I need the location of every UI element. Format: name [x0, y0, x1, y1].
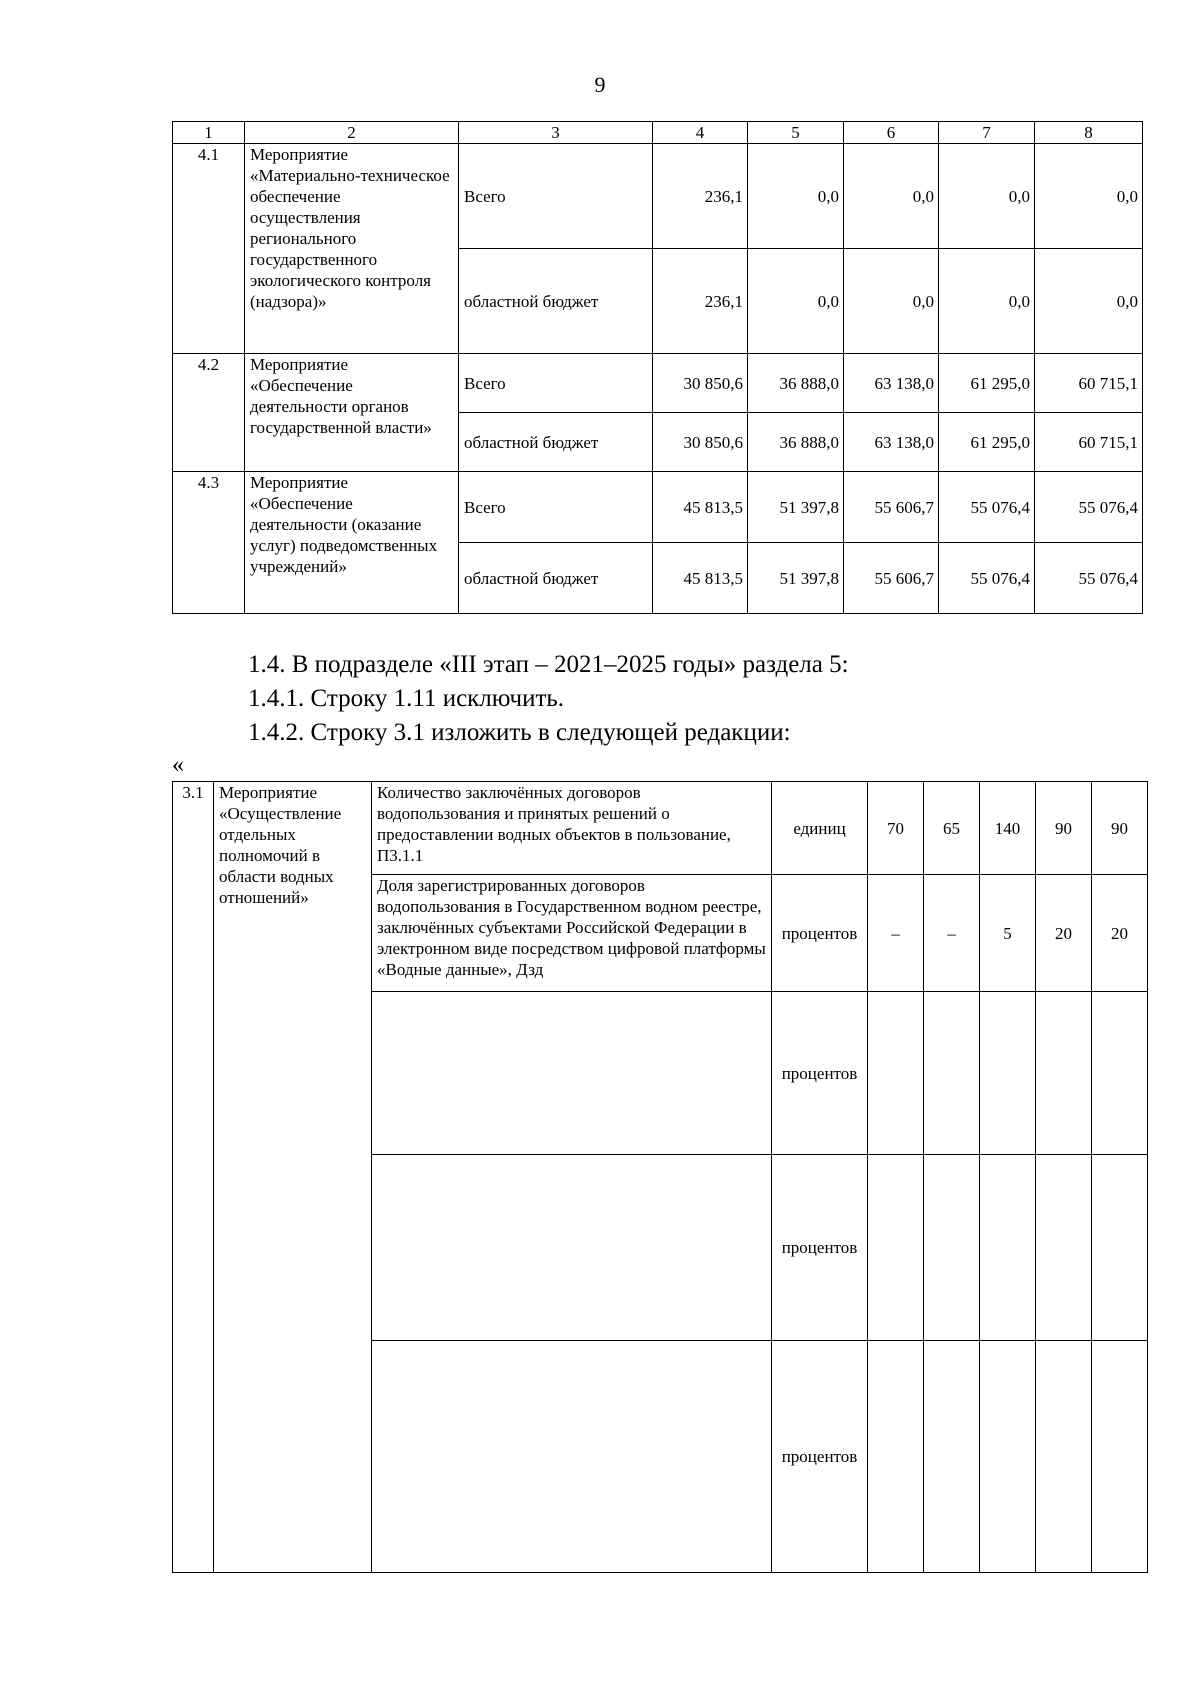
- row-number: 4.1: [173, 144, 245, 354]
- header-cell: 2: [245, 122, 459, 144]
- value-cell: 36 888,0: [748, 413, 844, 472]
- value-cell: 0,0: [748, 249, 844, 354]
- table-row: [173, 144, 1143, 249]
- unit-cell: процентов: [772, 992, 868, 1155]
- value-cell: 0,0: [844, 249, 939, 354]
- value-cell: 90: [1092, 782, 1148, 875]
- open-quote: «: [172, 752, 184, 778]
- value-cell: [1092, 1155, 1148, 1341]
- value-cell: 236,1: [653, 144, 748, 249]
- value-cell: 51 397,8: [748, 543, 844, 614]
- value-cell: 236,1: [653, 249, 748, 354]
- indicators-table: [172, 781, 1148, 1573]
- value-cell: [1036, 1341, 1092, 1573]
- value-cell: 20: [1036, 875, 1092, 992]
- header-cell: 6: [844, 122, 939, 144]
- paragraph-1-4-2: 1.4.2. Строку 3.1 изложить в следующей редакции:: [248, 719, 791, 746]
- value-cell: [868, 992, 924, 1155]
- measure-name: Мероприятие «Осуществление отдельных полномочий в области водных отношений»: [214, 782, 372, 1573]
- table-header-row: [173, 122, 1143, 144]
- paragraph-1-4-1: 1.4.1. Строку 1.11 исключить.: [248, 685, 565, 712]
- indicator-description: [372, 1341, 772, 1573]
- value-cell: [1036, 1155, 1092, 1341]
- value-cell: 0,0: [1035, 144, 1143, 249]
- value-cell: 55 606,7: [844, 543, 939, 614]
- unit-cell: процентов: [772, 1341, 868, 1573]
- funding-source: областной бюджет: [459, 543, 653, 614]
- indicator-description: [372, 1155, 772, 1341]
- value-cell: 140: [980, 782, 1036, 875]
- value-cell: 70: [868, 782, 924, 875]
- value-cell: [924, 1155, 980, 1341]
- value-cell: 0,0: [748, 144, 844, 249]
- funding-source: областной бюджет: [459, 249, 653, 354]
- header-cell: 4: [653, 122, 748, 144]
- value-cell: 63 138,0: [844, 354, 939, 413]
- value-cell: [868, 1341, 924, 1573]
- measure-name: Мероприятие «Обеспечение деятельности органов государственной власти»: [245, 354, 459, 472]
- value-cell: [1036, 992, 1092, 1155]
- unit-cell: единиц: [772, 782, 868, 875]
- funding-table: [172, 121, 1143, 614]
- indicator-description: Доля зарегистрированных договоров водопользования в Государственном водном реестре, заключённых субъектами Российской Федерации в электронном виде посредством цифровой платформы «Водные данные», Дзд: [372, 875, 772, 992]
- value-cell: 60 715,1: [1035, 413, 1143, 472]
- value-cell: 0,0: [939, 144, 1035, 249]
- value-cell: [980, 1341, 1036, 1573]
- value-cell: –: [868, 875, 924, 992]
- value-cell: [980, 1155, 1036, 1341]
- value-cell: 0,0: [1035, 249, 1143, 354]
- value-cell: [980, 992, 1036, 1155]
- value-cell: 0,0: [844, 144, 939, 249]
- value-cell: 30 850,6: [653, 354, 748, 413]
- value-cell: 45 813,5: [653, 543, 748, 614]
- table-row: [173, 782, 1148, 875]
- unit-cell: процентов: [772, 1155, 868, 1341]
- value-cell: 30 850,6: [653, 413, 748, 472]
- funding-source: Всего: [459, 144, 653, 249]
- value-cell: –: [924, 875, 980, 992]
- unit-cell: процентов: [772, 875, 868, 992]
- value-cell: 63 138,0: [844, 413, 939, 472]
- measure-name: Мероприятие «Материально-техническое обеспечение осуществления регионального государственного экологического контроля (надзора)»: [245, 144, 459, 354]
- funding-source: Всего: [459, 354, 653, 413]
- value-cell: [1092, 1341, 1148, 1573]
- value-cell: 20: [1092, 875, 1148, 992]
- value-cell: [924, 1341, 980, 1573]
- header-cell: 3: [459, 122, 653, 144]
- indicator-description: [372, 992, 772, 1155]
- value-cell: 5: [980, 875, 1036, 992]
- row-number: 4.3: [173, 472, 245, 614]
- value-cell: 55 076,4: [939, 472, 1035, 543]
- header-cell: 8: [1035, 122, 1143, 144]
- value-cell: 0,0: [939, 249, 1035, 354]
- value-cell: 90: [1036, 782, 1092, 875]
- value-cell: 65: [924, 782, 980, 875]
- indicator-description: Количество заключённых договоров водопользования и принятых решений о предоставлении водных объектов в пользование, П3.1.1: [372, 782, 772, 875]
- funding-source: Всего: [459, 472, 653, 543]
- value-cell: 61 295,0: [939, 354, 1035, 413]
- header-cell: 1: [173, 122, 245, 144]
- value-cell: 36 888,0: [748, 354, 844, 413]
- value-cell: 55 606,7: [844, 472, 939, 543]
- header-cell: 5: [748, 122, 844, 144]
- value-cell: 51 397,8: [748, 472, 844, 543]
- value-cell: 55 076,4: [939, 543, 1035, 614]
- header-cell: 7: [939, 122, 1035, 144]
- value-cell: 61 295,0: [939, 413, 1035, 472]
- table-row: [173, 354, 1143, 413]
- value-cell: 55 076,4: [1035, 543, 1143, 614]
- value-cell: 45 813,5: [653, 472, 748, 543]
- value-cell: [924, 992, 980, 1155]
- table-row: [173, 472, 1143, 543]
- value-cell: [1092, 992, 1148, 1155]
- value-cell: 60 715,1: [1035, 354, 1143, 413]
- value-cell: 55 076,4: [1035, 472, 1143, 543]
- row-number: 3.1: [173, 782, 214, 1573]
- row-number: 4.2: [173, 354, 245, 472]
- page-number: 9: [594, 72, 606, 97]
- measure-name: Мероприятие «Обеспечение деятельности (оказание услуг) подведомственных учреждений»: [245, 472, 459, 614]
- funding-source: областной бюджет: [459, 413, 653, 472]
- paragraph-1-4: 1.4. В подразделе «III этап – 2021–2025 годы» раздела 5:: [248, 651, 849, 678]
- value-cell: [868, 1155, 924, 1341]
